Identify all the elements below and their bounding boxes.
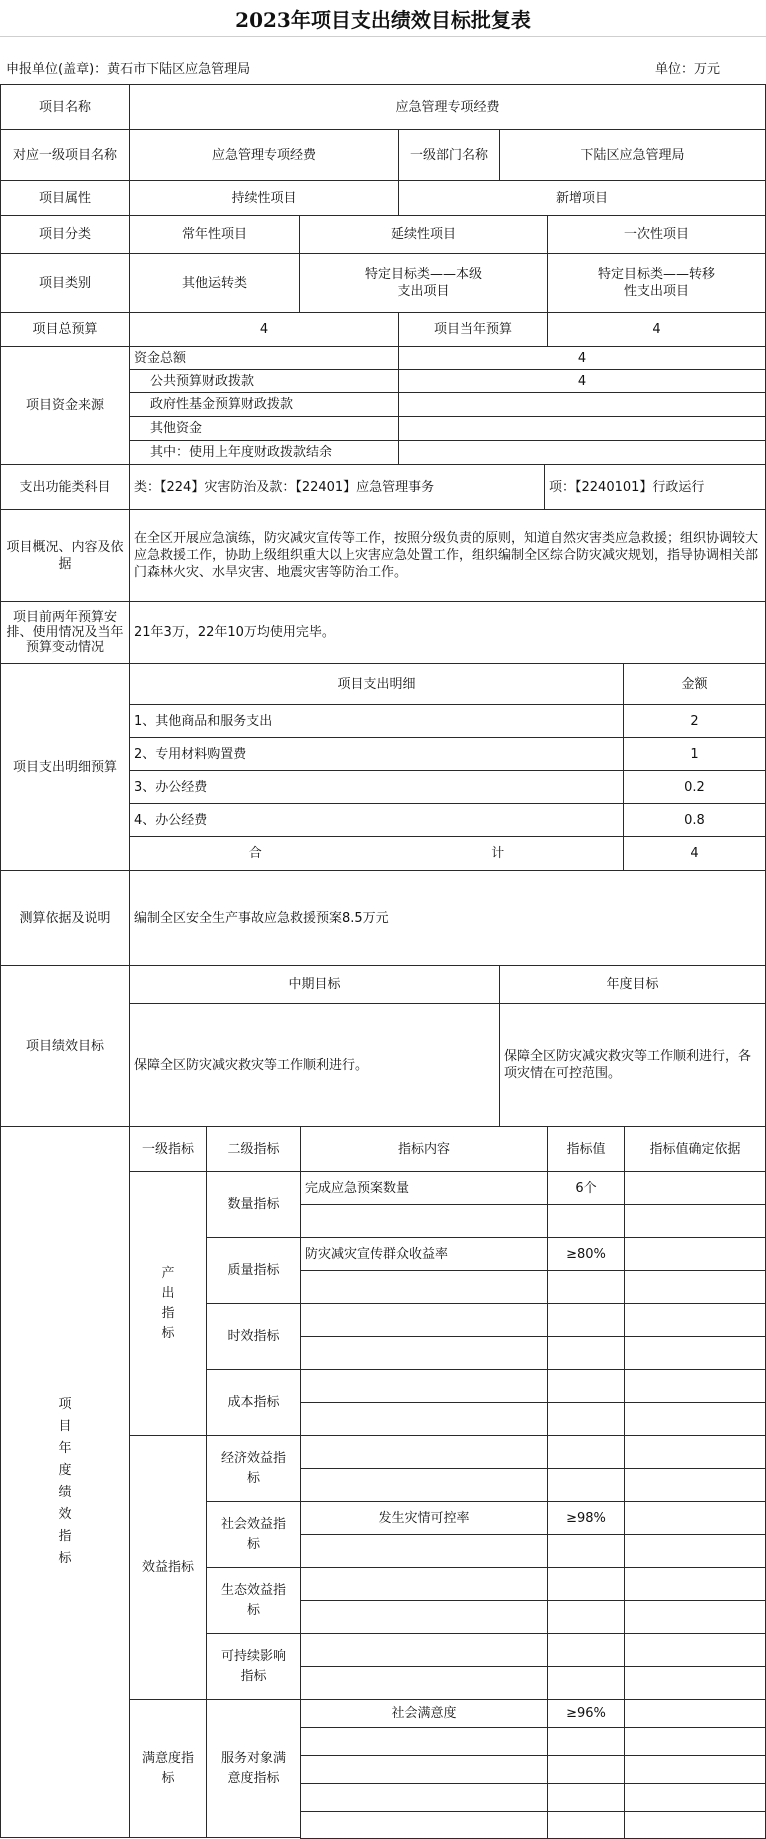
details-row-2: 2、专用材料购置费 bbox=[129, 737, 624, 771]
indicator-cell bbox=[300, 1633, 548, 1667]
indicator-content: 完成应急预案数量 bbox=[300, 1171, 548, 1205]
calc-text: 编制全区安全生产事故应急救援预案8.5万元 bbox=[129, 870, 766, 966]
indicator-cell bbox=[547, 1633, 625, 1667]
indicator-cell bbox=[624, 1727, 766, 1756]
indicator-cell bbox=[300, 1468, 548, 1502]
calc-label: 测算依据及说明 bbox=[0, 870, 130, 966]
ind-quantity: 数量指标 bbox=[206, 1171, 301, 1238]
ind-economic: 经济效益指标 bbox=[206, 1435, 301, 1502]
funding-public-label: 公共预算财政拨款 bbox=[129, 369, 399, 393]
type-operation: 其他运转类 bbox=[129, 253, 300, 313]
indicator-cell bbox=[547, 1468, 625, 1502]
indicator-value: ≥96% bbox=[547, 1699, 625, 1728]
year-budget: 4 bbox=[547, 312, 766, 347]
indicator-cell bbox=[547, 1369, 625, 1403]
indicator-cell bbox=[624, 1501, 766, 1535]
details-row-3: 3、办公经费 bbox=[129, 770, 624, 804]
details-label: 项目支出明细预算 bbox=[0, 663, 130, 871]
funding-other-label: 其他资金 bbox=[129, 416, 399, 441]
funding-total-value: 4 bbox=[398, 346, 766, 370]
indicators-label: 项目年度绩效指标 bbox=[0, 1126, 130, 1838]
reporting-unit: 申报单位(盖章)：黄石市下陆区应急管理局 bbox=[6, 61, 251, 77]
indicator-cell bbox=[300, 1270, 548, 1304]
function-xiang: 项：【2240101】行政运行 bbox=[544, 464, 766, 510]
function-label: 支出功能类科目 bbox=[0, 464, 130, 510]
total-budget: 4 bbox=[129, 312, 399, 347]
indicator-cell bbox=[624, 1468, 766, 1502]
project-name-label: 项目名称 bbox=[0, 84, 130, 130]
indicator-cell bbox=[300, 1336, 548, 1370]
type-label: 项目类别 bbox=[0, 253, 130, 313]
ind-header-content: 指标内容 bbox=[300, 1126, 548, 1172]
indicator-cell bbox=[624, 1270, 766, 1304]
function-lei-kuan bbox=[129, 464, 545, 510]
indicator-cell bbox=[547, 1336, 625, 1370]
class-label: 项目分类 bbox=[0, 215, 130, 254]
indicator-content: 社会满意度 bbox=[300, 1699, 548, 1728]
ind-benefit: 效益指标 bbox=[129, 1435, 207, 1700]
indicator-cell bbox=[547, 1755, 625, 1784]
ind-header-level2: 二级指标 bbox=[206, 1126, 301, 1172]
indicator-cell bbox=[300, 1435, 548, 1469]
funding-surplus-label: 其中：使用上年度财政拨款结余 bbox=[129, 440, 399, 465]
indicator-cell bbox=[547, 1727, 625, 1756]
indicator-value: ≥98% bbox=[547, 1501, 625, 1535]
details-total-amount: 4 bbox=[623, 836, 766, 871]
indicator-value: 6个 bbox=[547, 1171, 625, 1205]
ind-header-value: 指标值 bbox=[547, 1126, 625, 1172]
details-total-label: 合 计 bbox=[129, 836, 624, 871]
type-local: 特定目标类——本级支出项目 bbox=[299, 253, 548, 313]
ind-timeliness: 时效指标 bbox=[206, 1303, 301, 1370]
attr-label: 项目属性 bbox=[0, 180, 130, 216]
details-header-item: 项目支出明细 bbox=[129, 663, 624, 705]
ind-social: 社会效益指标 bbox=[206, 1501, 301, 1568]
details-row-1: 1、其他商品和服务支出 bbox=[129, 704, 624, 738]
indicator-cell bbox=[300, 1204, 548, 1238]
details-amount-3: 0.2 bbox=[623, 770, 766, 804]
prev-budget-text: 21年3万，22年10万均使用完毕。 bbox=[129, 601, 766, 664]
details-amount-2: 1 bbox=[623, 737, 766, 771]
class-regular: 常年性项目 bbox=[129, 215, 300, 254]
indicator-cell bbox=[624, 1755, 766, 1784]
class-onetime: 一次性项目 bbox=[547, 215, 766, 254]
indicator-cell bbox=[624, 1666, 766, 1700]
indicator-cell bbox=[547, 1402, 625, 1436]
indicator-cell bbox=[547, 1270, 625, 1304]
indicator-cell bbox=[624, 1204, 766, 1238]
indicator-cell bbox=[547, 1666, 625, 1700]
indicator-cell bbox=[624, 1237, 766, 1271]
page-title: 2023年项目支出绩效目标批复表 bbox=[0, 0, 766, 37]
indicator-cell bbox=[624, 1336, 766, 1370]
ind-satisfaction: 满意度指标 bbox=[129, 1699, 207, 1838]
details-header-amount: 金额 bbox=[623, 663, 766, 705]
indicator-content: 发生灾情可控率 bbox=[300, 1501, 548, 1535]
indicator-cell bbox=[624, 1633, 766, 1667]
indicator-cell bbox=[547, 1303, 625, 1337]
indicator-cell bbox=[300, 1369, 548, 1403]
level1-project-label: 对应一级项目名称 bbox=[0, 129, 130, 181]
indicator-cell bbox=[624, 1811, 766, 1839]
indicator-cell bbox=[300, 1402, 548, 1436]
mid-goal-label: 中期目标 bbox=[129, 965, 500, 1004]
indicator-cell bbox=[624, 1303, 766, 1337]
overview-text: 在全区开展应急演练，防灾减灾宣传等工作，按照分级负责的原则，知道自然灾害类应急救援；组织协调较大应急救援工作，协助上级组织重大以上灾害应急处置工作，组织编制全区综合防灾减灾规划，指导协调相关部门森林火灾、水旱灾害、地震灾害等防治工作。 bbox=[129, 509, 766, 602]
attr-new: 新增项目 bbox=[398, 180, 766, 216]
ind-quality: 质量指标 bbox=[206, 1237, 301, 1304]
indicator-cell bbox=[624, 1783, 766, 1812]
indicator-cell bbox=[624, 1699, 766, 1728]
indicator-cell bbox=[547, 1567, 625, 1601]
indicator-cell bbox=[300, 1811, 548, 1839]
function-lei: 类：【224】灾害防治及 bbox=[134, 479, 270, 495]
level1-project: 应急管理专项经费 bbox=[129, 129, 399, 181]
total-budget-label: 项目总预算 bbox=[0, 312, 130, 347]
indicator-cell bbox=[624, 1534, 766, 1568]
funding-total-label: 资金总额 bbox=[129, 346, 399, 370]
indicator-cell bbox=[624, 1171, 766, 1205]
ind-output: 产出指标 bbox=[129, 1171, 207, 1436]
indicator-cell bbox=[300, 1567, 548, 1601]
annual-goal-text: 保障全区防灾减灾救灾等工作顺利进行，各项灾情在可控范围。 bbox=[499, 1003, 766, 1127]
ind-header-basis: 指标值确定依据 bbox=[624, 1126, 766, 1172]
currency-unit: 单位：万元 bbox=[655, 61, 721, 77]
indicator-cell bbox=[300, 1666, 548, 1700]
indicator-cell bbox=[624, 1435, 766, 1469]
class-continuing: 延续性项目 bbox=[299, 215, 548, 254]
ind-ecological: 生态效益指标 bbox=[206, 1567, 301, 1634]
indicator-cell bbox=[547, 1204, 625, 1238]
indicator-cell bbox=[300, 1534, 548, 1568]
funding-gov-fund-label: 政府性基金预算财政拨款 bbox=[129, 392, 399, 417]
indicator-cell bbox=[547, 1435, 625, 1469]
function-kuan: 款：【22401】应急管理事务 bbox=[269, 479, 435, 495]
mid-goal-text: 保障全区防灾减灾救灾等工作顺利进行。 bbox=[129, 1003, 500, 1127]
funding-label: 项目资金来源 bbox=[0, 346, 130, 465]
details-amount-4: 0.8 bbox=[623, 803, 766, 837]
indicator-cell bbox=[547, 1600, 625, 1634]
prev-budget-label: 项目前两年预算安排、使用情况及当年预算变动情况 bbox=[0, 601, 130, 664]
attr-continuous: 持续性项目 bbox=[129, 180, 399, 216]
indicator-cell bbox=[300, 1783, 548, 1812]
indicator-cell bbox=[547, 1534, 625, 1568]
project-name: 应急管理专项经费 bbox=[129, 84, 766, 130]
indicator-cell bbox=[624, 1369, 766, 1403]
funding-gov-fund-value bbox=[398, 392, 766, 417]
type-transfer: 特定目标类——转移性支出项目 bbox=[547, 253, 766, 313]
indicator-cell bbox=[624, 1567, 766, 1601]
annual-goal-label: 年度目标 bbox=[499, 965, 766, 1004]
indicator-cell bbox=[300, 1727, 548, 1756]
ind-header-level1: 一级指标 bbox=[129, 1126, 207, 1172]
funding-public-value: 4 bbox=[398, 369, 766, 393]
indicator-cell bbox=[300, 1600, 548, 1634]
indicator-cell bbox=[300, 1755, 548, 1784]
details-amount-1: 2 bbox=[623, 704, 766, 738]
ind-sustainable: 可持续影响指标 bbox=[206, 1633, 301, 1700]
indicator-value: ≥80% bbox=[547, 1237, 625, 1271]
dept-name: 下陆区应急管理局 bbox=[499, 129, 766, 181]
indicator-cell bbox=[624, 1600, 766, 1634]
ind-cost: 成本指标 bbox=[206, 1369, 301, 1436]
indicator-content: 防灾减灾宣传群众收益率 bbox=[300, 1237, 548, 1271]
goals-label: 项目绩效目标 bbox=[0, 965, 130, 1127]
ind-service: 服务对象满意度指标 bbox=[206, 1699, 301, 1838]
details-row-4: 4、办公经费 bbox=[129, 803, 624, 837]
dept-label: 一级部门名称 bbox=[398, 129, 500, 181]
indicator-cell bbox=[300, 1303, 548, 1337]
indicator-cell bbox=[547, 1783, 625, 1812]
indicator-cell bbox=[547, 1811, 625, 1839]
year-budget-label: 项目当年预算 bbox=[398, 312, 548, 347]
funding-surplus-value bbox=[398, 440, 766, 465]
overview-label: 项目概况、内容及依据 bbox=[0, 509, 130, 602]
indicator-cell bbox=[624, 1402, 766, 1436]
funding-other-value bbox=[398, 416, 766, 441]
